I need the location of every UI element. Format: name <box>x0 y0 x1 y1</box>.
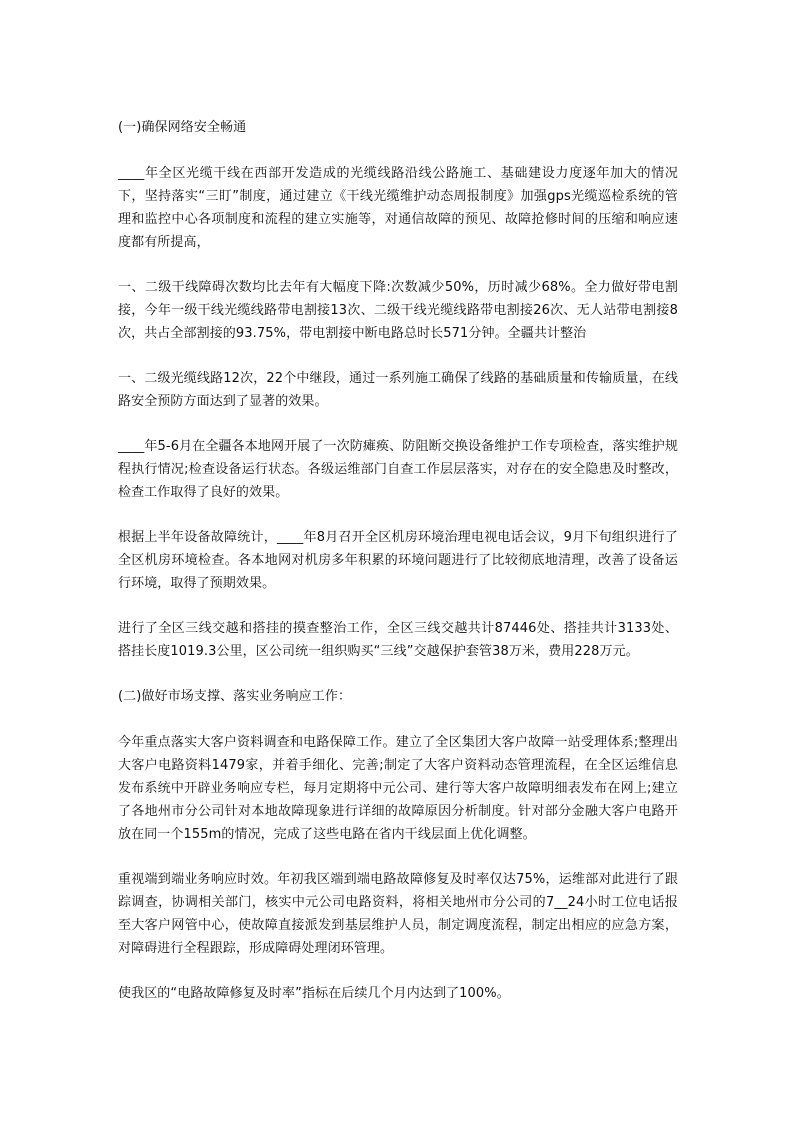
paragraph: 重视端到端业务响应时效。年初我区端到端电路故障修复及时率仅达75%，运维部对此进行了跟踪调查，协调相关部门，核实中元公司电路资料，将相关地州市分公司的7__24小时工位电话报至大客户网管中心，使故障直接派发到基层维护人员，制定调度流程，制定出相应的应急方案，对障碍进行全程跟踪，形成障碍处理闭环管理。 <box>118 872 678 956</box>
paragraph: ____年全区光缆干线在西部开发造成的光缆线路沿线公路施工、基础建设力度逐年加大的情况下，坚持落实“三盯”制度，通过建立《干线光缆维护动态周报制度》加强gps光缆巡检系统的管理和监控中心各项制度和流程的建立实施等，对通信故障的预见、故障抢修时间的压缩和响应速度都有所提高， <box>118 166 678 250</box>
document-body <box>118 116 678 1027</box>
paragraph: 进行了全区三线交越和搭挂的摸查整治工作，全区三线交越共计87446处、搭挂共计3133处、搭挂长度1019.3公里，区公司统一组织购买“三线”交越保护套管38万米，费用228万元。 <box>118 621 678 659</box>
paragraph: 今年重点落实大客户资料调查和电路保障工作。建立了全区集团大客户故障一站受理体系;整理出大客户电路资料1479家，并着手细化、完善;制定了大客户资料动态管理流程，在全区运维信息发布系统中开辟业务响应专栏，每月定期将中元公司、建行等大客户故障明细表发布在网上;建立了各地州市分公司针对本地故障现象进行详细的故障原因分析制度。针对部分金融大客户电路开放在同一个155m的情况，完成了这些电路在省内干线层面上优化调整。 <box>118 735 678 842</box>
section-heading-2: (二)做好市场支撑、落实业务响应工作： <box>118 689 352 704</box>
paragraph: ____年5-6月在全疆各本地网开展了一次防瘫痪、防阻断交换设备维护工作专项检查，落实维护规程执行情况;检查设备运行状态。各级运维部门自查工作层层落实，对存在的安全隐患及时整改，检查工作取得了良好的效果。 <box>118 439 678 500</box>
paragraph: 一、二级光缆线路12次，22个中继段，通过一系列施工确保了线路的基础质量和传输质量，在线路安全预防方面达到了显著的效果。 <box>118 371 678 409</box>
paragraph: 根据上半年设备故障统计，____年8月召开全区机房环境治理电视电话会议，9月下旬组织进行了全区机房环境检查。各本地网对机房多年积累的环境问题进行了比较彻底地清理，改善了设备运行环境，取得了预期效果。 <box>118 530 678 591</box>
section-heading-1: (一)确保网络安全畅通 <box>118 120 247 135</box>
paragraph: 一、二级干线障碍次数均比去年有大幅度下降:次数减少50%，历时减少68%。全力做好带电割接，今年一级干线光缆线路带电割接13次、二级干线光缆线路带电割接26次、无人站带电割接8次，共占全部割接的93.75%，带电割接中断电路总时长571分钟。全疆共计整治 <box>118 280 678 341</box>
paragraph: 使我区的“电路故障修复及时率”指标在后续几个月内达到了100%。 <box>118 986 510 1001</box>
